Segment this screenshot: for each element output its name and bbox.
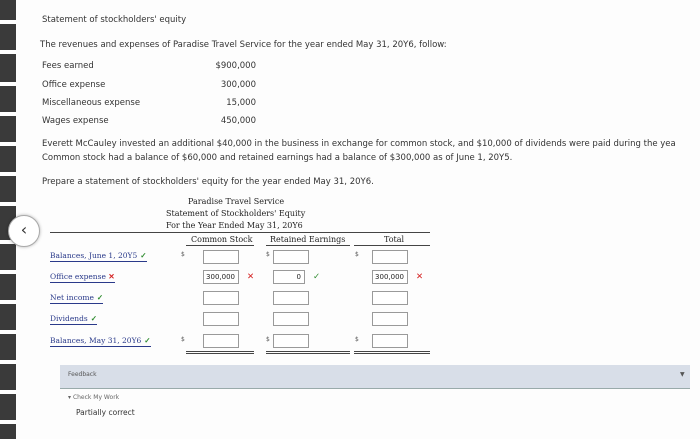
dollar-sign: $ (181, 336, 185, 343)
instruction-text: Prepare a statement of stockholders' equity for the year ended May 31, 20Y6. (42, 177, 374, 187)
triangle-down-icon: ▾ (68, 394, 72, 401)
dollar-sign: $ (181, 251, 185, 258)
check-icon: ✓ (313, 272, 321, 282)
total-balance-start[interactable] (372, 250, 408, 264)
col-rule (354, 245, 430, 246)
given-label: Office expense (42, 80, 106, 90)
given-label: Fees earned (42, 61, 94, 71)
chevron-down-icon: ▼ (680, 371, 685, 378)
retained-earnings-balance-end[interactable] (273, 334, 309, 348)
dollar-sign: $ (266, 336, 270, 343)
retained-earnings-dividends[interactable] (273, 312, 309, 326)
dollar-sign: $ (355, 251, 359, 258)
row-label-text: Office expense (50, 272, 106, 281)
double-rule (266, 353, 350, 354)
feedback-label: Feedback (68, 371, 97, 378)
total-balance-end[interactable] (372, 334, 408, 348)
common-stock-net-income[interactable] (203, 291, 239, 305)
common-stock-balance-end[interactable] (203, 334, 239, 348)
row-label-text: Net income (50, 293, 94, 302)
row-label-text: Balances, June 1, 20Y5 (50, 251, 138, 260)
retained-earnings-net-income[interactable] (273, 291, 309, 305)
x-mark-icon: ✕ (247, 272, 255, 282)
statement-title: Statement of Stockholders' Equity (166, 209, 306, 218)
row-label-text: Dividends (50, 314, 88, 323)
header-rule (50, 232, 430, 233)
given-value: 450,000 (220, 116, 256, 126)
back-button[interactable] (8, 215, 40, 247)
double-rule (186, 351, 254, 352)
check-icon: ✓ (140, 251, 147, 260)
x-mark-icon: ✕ (108, 272, 115, 281)
check-icon: ✓ (90, 314, 98, 323)
given-value: 300,000 (220, 80, 256, 90)
check-icon: ✓ (144, 336, 151, 345)
feedback-bar[interactable] (60, 365, 690, 389)
col-rule (266, 245, 350, 246)
retained-earnings-office-expense[interactable]: 0 (273, 270, 305, 284)
row-label-net-income[interactable] (50, 293, 103, 304)
statement-company: Paradise Travel Service (188, 197, 285, 206)
given-label: Miscellaneous expense (42, 98, 141, 108)
total-dividends[interactable] (372, 312, 408, 326)
dollar-sign: $ (355, 336, 359, 343)
row-label-office-expense[interactable] (50, 272, 115, 283)
row-label-balances-end (50, 336, 151, 347)
x-mark-icon: ✕ (416, 272, 424, 282)
double-rule (354, 351, 430, 352)
given-value: $900,000 (215, 61, 256, 71)
paragraph-investment: Everett McCauley invested an additional $40,000 in the business in exchange for common stock, and $10,000 of dividends were paid during the yea (42, 139, 676, 149)
double-rule (354, 353, 430, 354)
col-rule (186, 245, 254, 246)
check-icon: ✓ (96, 293, 104, 302)
total-office-expense[interactable]: 300,000 (372, 270, 408, 284)
given-label: Wages expense (42, 116, 109, 126)
double-rule (266, 351, 350, 352)
feedback-rule (60, 388, 690, 389)
common-stock-balance-start[interactable] (203, 250, 239, 264)
feedback-status: Partially correct (76, 408, 135, 417)
chevron-left-icon: ‹ (20, 220, 28, 239)
retained-earnings-balance-start[interactable] (273, 250, 309, 264)
statement-period: For the Year Ended May 31, 20Y6 (166, 221, 303, 230)
common-stock-dividends[interactable] (203, 312, 239, 326)
common-stock-office-expense[interactable]: 300,000 (203, 270, 239, 284)
given-value: 15,000 (226, 98, 256, 108)
double-rule (186, 353, 254, 354)
check-my-work-toggle[interactable] (68, 394, 119, 401)
col-retained-earnings: Retained Earnings (270, 235, 346, 244)
check-my-work-label: Check My Work (72, 394, 120, 401)
dollar-sign: $ (266, 251, 270, 258)
page-title: Statement of stockholders' equity (42, 15, 187, 25)
col-total: Total (384, 235, 405, 244)
row-label-text: Balances, May 31, 20Y6 (50, 336, 142, 345)
row-label-balances-start (50, 251, 147, 262)
row-label-dividends[interactable] (50, 314, 97, 325)
intro-text: The revenues and expenses of Paradise Travel Service for the year ended May 31, 20Y6, follow: (40, 40, 447, 50)
paragraph-balances: Common stock had a balance of $60,000 and retained earnings had a balance of $300,000 as of June 1, 20Y5. (42, 153, 513, 163)
total-net-income[interactable] (372, 291, 408, 305)
col-common-stock: Common Stock (191, 235, 253, 244)
